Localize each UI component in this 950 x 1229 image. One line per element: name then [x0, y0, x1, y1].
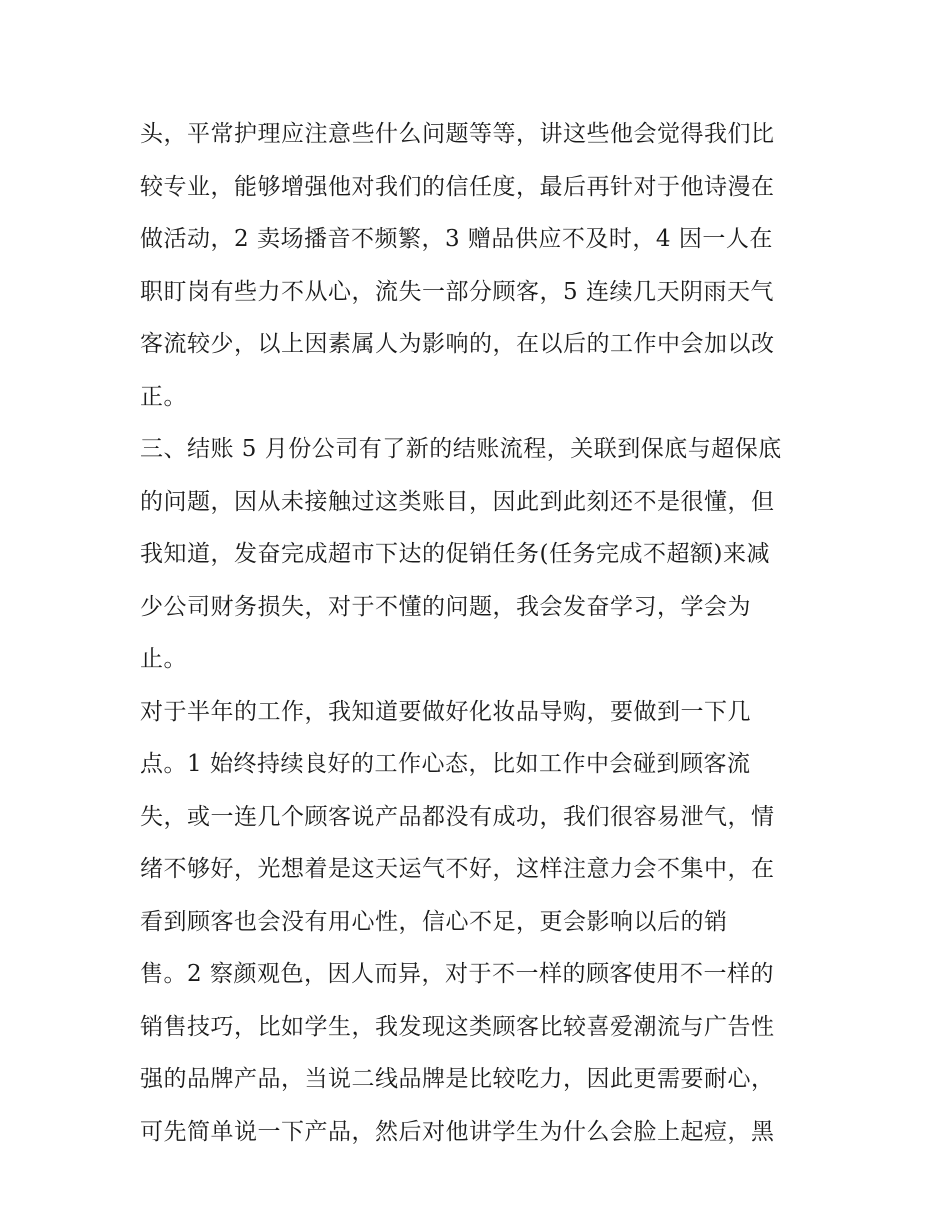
document-body: [140, 108, 820, 1158]
text-line: 看到顾客也会没有用心性，信心不足，更会影响以后的销: [140, 908, 728, 935]
text-line: 较专业，能够增强他对我们的信任度，最后再针对于他诗漫在: [140, 173, 775, 200]
text-line: 止。: [140, 646, 187, 672]
text-line: 客流较少，以上因素属人为影响的，在以后的工作中会加以改: [140, 331, 775, 357]
text-line: 头，平常护理应注意些什么问题等等，讲这些他会觉得我们比: [140, 121, 775, 147]
text-line: 点。1 始终持续良好的工作心态，比如工作中会碰到顾客流: [140, 751, 751, 777]
text-line: 少公司财务损失，对于不懂的问题，我会发奋学习，学会为: [140, 593, 751, 620]
text-line: 三、结账 5 月份公司有了新的结账流程，关联到保底与超保底: [140, 436, 782, 462]
text-line: 绪不够好，光想着是这天运气不好，这样注意力会不集中，在: [140, 856, 775, 882]
text-line: 可先简单说一下产品，然后对他讲学生为什么会脸上起痘，黑: [140, 1118, 775, 1145]
text-line: 正。: [140, 383, 187, 410]
text-line: 失，或一连几个顾客说产品都没有成功，我们很容易泄气，情: [140, 803, 775, 830]
text-line: 我知道，发奋完成超市下达的促销任务(任务完成不超额)来减: [140, 541, 770, 567]
text-line: 职盯岗有些力不从心，流失一部分顾客，5 连续几天阴雨天气: [140, 278, 774, 305]
text-line: 对于半年的工作，我知道要做好化妆品导购，要做到一下几: [140, 698, 751, 725]
text-line: 的问题，因从未接触过这类账目，因此到此刻还不是很懂，但: [140, 488, 775, 515]
text-line: 强的品牌产品，当说二线品牌是比较吃力，因此更需要耐心，: [140, 1066, 775, 1092]
text-line: 销售技巧，比如学生，我发现这类顾客比较喜爱潮流与广告性: [140, 1013, 775, 1040]
text-line: 售。2 察颜观色，因人而异，对于不一样的顾客使用不一样的: [140, 961, 774, 987]
text-line: 做活动，2 卖场播音不频繁，3 赠品供应不及时，4 因一人在: [140, 226, 773, 252]
